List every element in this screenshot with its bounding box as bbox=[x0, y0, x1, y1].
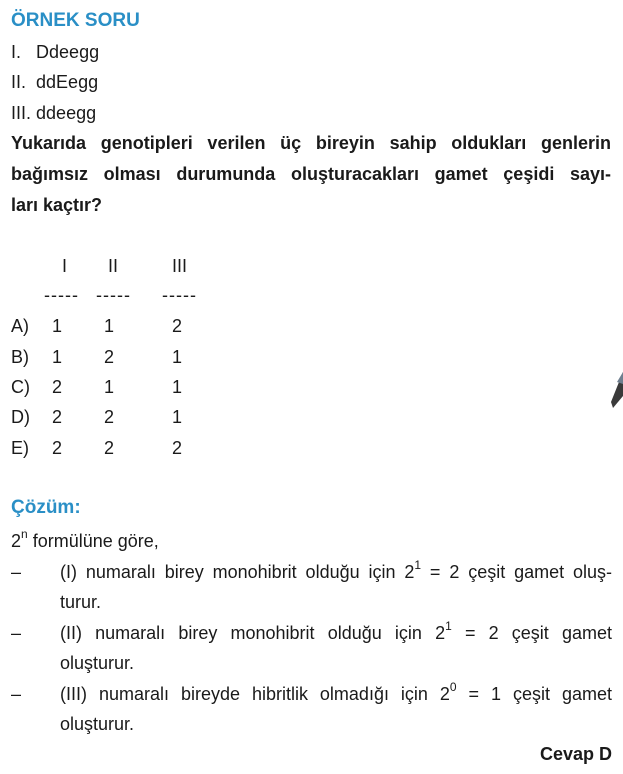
option-a-label: A) bbox=[11, 316, 29, 336]
question-line-3: ları kaçtır? bbox=[11, 195, 103, 215]
intro-base: 2 bbox=[11, 531, 22, 551]
column-divider-3: ----- bbox=[162, 285, 197, 305]
bullet-3-text bbox=[60, 679, 612, 739]
solution-title: Çözüm: bbox=[11, 497, 81, 518]
genotype-1-num: I. bbox=[11, 42, 22, 62]
option-b-value-1: 1 bbox=[52, 347, 63, 367]
bullet-2-cont: oluşturur. bbox=[60, 653, 135, 673]
genotype-3 bbox=[11, 103, 96, 124]
genotype-2 bbox=[11, 72, 98, 93]
column-header-1: I bbox=[62, 256, 68, 276]
option-e-value-1: 2 bbox=[52, 438, 63, 458]
bullet-1-text bbox=[60, 557, 612, 617]
intro-rest: formülüne göre, bbox=[27, 531, 159, 551]
column-divider-1: ----- bbox=[44, 285, 79, 305]
bullet-3-line: (III) numaralı bireyde hibritlik olmadığı için $2^0 = 1$ çeşit gamet bbox=[60, 680, 612, 704]
option-c-value-2: 1 bbox=[104, 377, 115, 397]
pen-icon bbox=[609, 372, 623, 412]
bullet-2-text bbox=[60, 618, 612, 678]
genotype-2-num: II. bbox=[11, 72, 27, 92]
solution-intro bbox=[11, 526, 159, 556]
option-c-label: C) bbox=[11, 377, 30, 397]
option-d-value-1: 2 bbox=[52, 407, 63, 427]
answer-label: Cevap D bbox=[539, 744, 612, 764]
option-d-label: D) bbox=[11, 407, 30, 427]
genotype-3-value: ddeegg bbox=[36, 103, 97, 123]
option-e-value-2: 2 bbox=[104, 438, 115, 458]
bullet-2-dash: – bbox=[11, 623, 22, 643]
genotype-1 bbox=[11, 42, 99, 63]
option-d-value-3: 1 bbox=[172, 407, 183, 427]
column-header-2: II bbox=[108, 256, 119, 276]
example-heading: ÖRNEK SORU bbox=[11, 10, 140, 31]
question-line-2: bağımsız olması durumunda oluşturacakları gamet çeşidi sayı- bbox=[11, 164, 611, 184]
bullet-1-line: (I) numaralı birey monohibrit olduğu için $2^1 = 2$ çeşit gamet oluş- bbox=[60, 558, 612, 582]
option-a-value-1: 1 bbox=[52, 316, 63, 336]
bullet-1-dash: – bbox=[11, 562, 22, 582]
option-e-label: E) bbox=[11, 438, 29, 458]
option-c-value-1: 2 bbox=[52, 377, 63, 397]
option-d-value-2: 2 bbox=[104, 407, 115, 427]
question-line-1: Yukarıda genotipleri verilen üç bireyin sahip oldukları genlerin bbox=[11, 133, 611, 153]
bullet-2-line: (II) numaralı birey monohibrit olduğu için $2^1 = 2$ çeşit gamet bbox=[60, 619, 612, 643]
option-b-label: B) bbox=[11, 347, 29, 367]
bullet-3-dash: – bbox=[11, 684, 22, 704]
column-divider-2: ----- bbox=[96, 285, 131, 305]
genotype-2-value: ddEegg bbox=[36, 72, 99, 92]
bullet-1-cont: turur. bbox=[60, 592, 102, 612]
genotype-1-value: Ddeegg bbox=[36, 42, 100, 62]
option-a-value-3: 2 bbox=[172, 316, 183, 336]
option-b-value-3: 1 bbox=[172, 347, 183, 367]
column-header-3: III bbox=[172, 256, 188, 276]
bullet-3-cont: oluşturur. bbox=[60, 714, 135, 734]
genotype-3-num: III. bbox=[11, 103, 32, 123]
question-text bbox=[11, 128, 611, 221]
option-a-value-2: 1 bbox=[104, 316, 115, 336]
option-b-value-2: 2 bbox=[104, 347, 115, 367]
option-c-value-3: 1 bbox=[172, 377, 183, 397]
intro-exponent: n bbox=[21, 527, 28, 541]
option-e-value-3: 2 bbox=[172, 438, 183, 458]
